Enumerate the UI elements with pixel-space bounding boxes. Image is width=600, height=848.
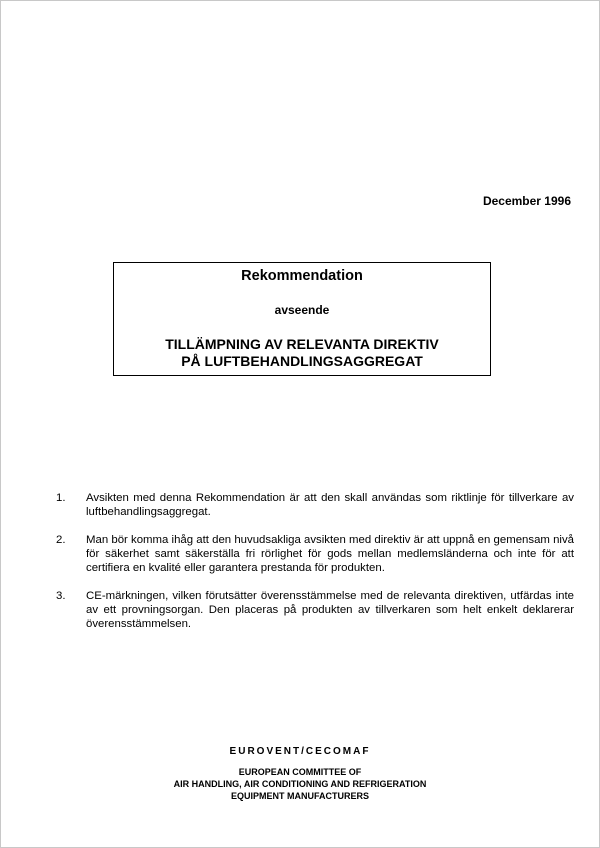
organization-full-name-line: AIR HANDLING, AIR CONDITIONING AND REFRIGERATION [173, 779, 427, 789]
organization-full-name [1, 766, 599, 802]
title-subheading: avseende [274, 303, 330, 317]
document-title [114, 336, 490, 370]
list-item-number: 3. [56, 590, 66, 602]
title-box [113, 262, 491, 376]
title-heading: Rekommendation [241, 268, 363, 284]
numbered-list [56, 491, 574, 645]
list-item-text: CE-märkningen, vilken förutsätter överensstämmelse med de relevanta direktiven, utfärdas inte av ett provningsorgan. Den placeras på produkten av tillverkaren som helt enkelt deklarerar överensstämmelsen. [86, 590, 574, 630]
list-item-text: Avsikten med denna Rekommendation är att den skall användas som riktlinje för tillverkare av luftbehandlingsaggregat. [86, 492, 574, 518]
list-item [56, 491, 574, 519]
organization-name: EUROVENT/CECOMAF [229, 746, 371, 757]
organization-full-name-line: EQUIPMENT MANUFACTURERS [230, 791, 369, 801]
document-title-line: PÅ LUFTBEHANDLINGSAGGREGAT [181, 353, 423, 369]
list-item-number: 2. [56, 534, 66, 546]
list-item [56, 533, 574, 575]
organization-full-name-line: EUROPEAN COMMITTEE OF [238, 767, 362, 777]
footer [1, 746, 599, 802]
list-item-number: 1. [56, 492, 66, 504]
document-date: December 1996 [482, 194, 571, 208]
list-item-text: Man bör komma ihåg att den huvudsakliga avsikten med direktiv är att uppnå en gemensam nivå för säkerhet samt säkerställa fri rörlighet för gods mellan medlemsländerna och inte för att certifiera en kvalité eller garantera prestanda för produkten. [86, 534, 574, 574]
document-title-line: TILLÄMPNING AV RELEVANTA DIREKTIV [165, 336, 439, 352]
list-item [56, 589, 574, 631]
